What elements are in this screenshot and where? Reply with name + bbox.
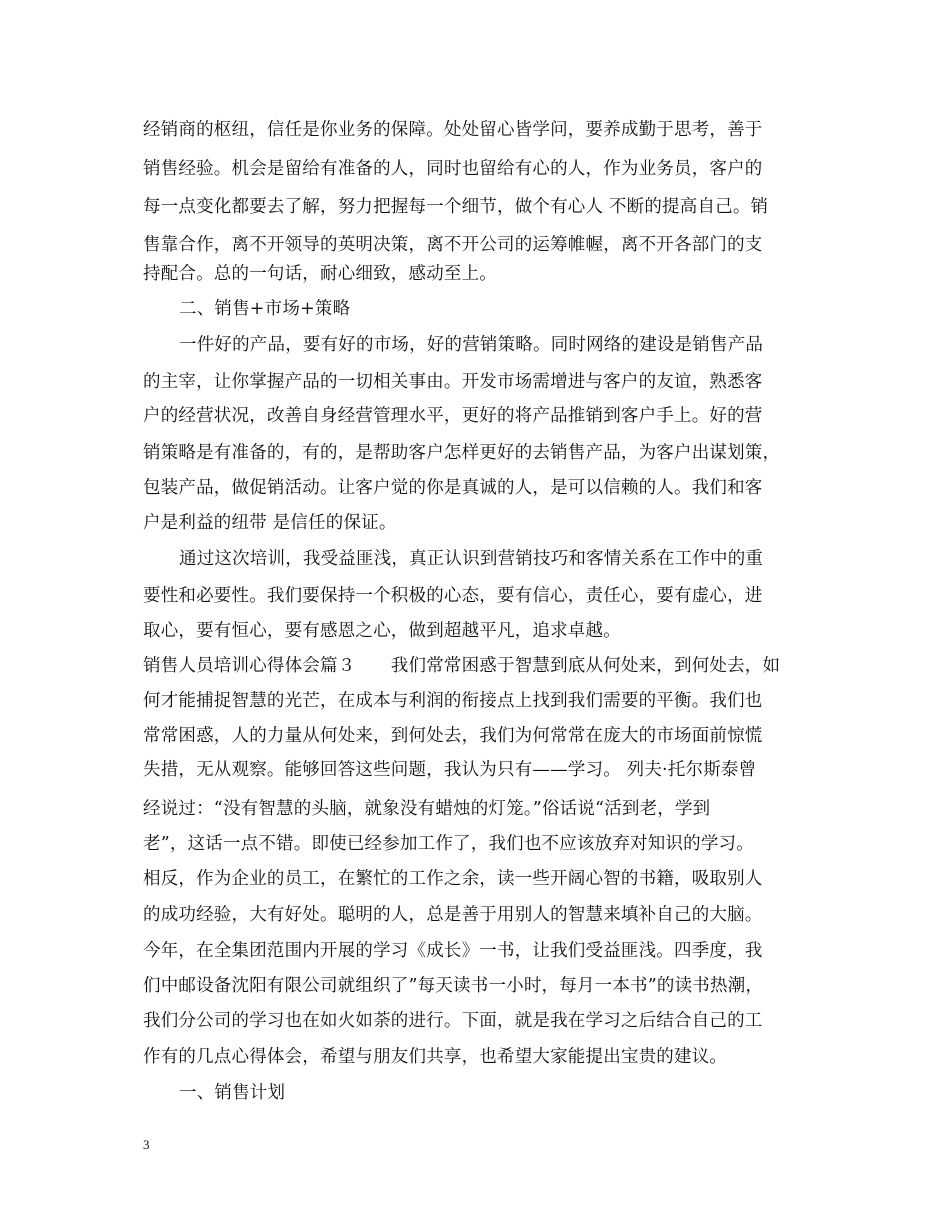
text-line: 一件好的产品，要有好的市场，好的营销策略。同时网络的建设是销售产品 <box>179 335 764 355</box>
text-line: 经销商的枢纽，信任是你业务的保障。处处留心皆学问，要养成勤于思考，善于 <box>143 120 763 140</box>
section-heading: 二、销售+市场+策略 <box>179 299 351 319</box>
text-line: 经说过：“没有智慧的头脑，就象没有蜡烛的灯笼。”俗话说“活到老，学到 <box>143 799 711 819</box>
text-line: 户的经营状况，改善自身经营管理水平，更好的将产品推销到客户手上。好的营 <box>143 406 763 426</box>
article-heading-line: 销售人员培训心得体会篇３ 我们常常困惑于智慧到底从何处来，到何处去，如 <box>143 656 781 676</box>
text-line: 我们分公司的学习也在如火如荼的进行。下面，就是我在学习之后结合自己的工 <box>143 1011 763 1031</box>
text-line: 的主宰，让你掌握产品的一切相关事由。开发市场需增进与客户的友谊，熟悉客 <box>143 372 763 392</box>
section-heading: 一、销售计划 <box>179 1083 286 1103</box>
text-line: 售靠合作，离不开领导的英明决策，离不开公司的运筹帷幄，离不开各部门的支 <box>143 235 763 255</box>
page-number: 3 <box>143 1137 150 1152</box>
text-line: 户是利益的纽带 是信任的保证。 <box>143 513 397 533</box>
text-line: 通过这次培训，我受益匪浅，真正认识到营销技巧和客情关系在工作中的重 <box>179 549 764 569</box>
text-line: 要性和必要性。我们要保持一个积极的心态，要有信心，责任心，要有虚心，进 <box>143 586 763 606</box>
text-line: 常常困惑，人的力量从何处来，到何处去，我们为何常常在庞大的市场面前惊慌 <box>143 726 763 746</box>
text-line: 失措，无从观察。能够回答这些问题，我认为只有——学习。 列夫·托尔斯泰曾 <box>143 760 757 780</box>
text-line: 相反，作为企业的员工，在繁忙的工作之余，读一些开阔心智的书籍，吸取别人 <box>143 869 763 889</box>
text-line: 作有的几点心得体会，希望与朋友们共享，也希望大家能提出宝贵的建议。 <box>143 1047 728 1067</box>
text-line: 每一点变化都要去了解，努力把握每一个细节，做个有心人 不断的提高自己。销 <box>143 197 769 217</box>
text-line: 今年，在全集团范围内开展的学习《成长》一书，让我们受益匪浅。四季度，我 <box>143 941 763 961</box>
text-line: 持配合。总的一句话，耐心细致，感动至上。 <box>143 264 497 284</box>
text-line: 包装产品，做促销活动。让客户觉的你是真诚的人，是可以信赖的人。我们和客 <box>143 478 763 498</box>
text-line: 何才能捕捉智慧的光芒，在成本与利润的衔接点上找到我们需要的平衡。我们也 <box>143 691 763 711</box>
text-line: 销售经验。机会是留给有准备的人，同时也留给有心的人，作为业务员，客户的 <box>143 159 763 179</box>
text-line: 销策略是有准备的，有的，是帮助客户怎样更好的去销售产品，为客户出谋划策， <box>143 443 781 463</box>
text-line: 们中邮设备沈阳有限公司就组织了”每天读书一小时，每月一本书”的读书热潮， <box>143 976 764 996</box>
text-line: 取心，要有恒心，要有感恩之心，做到超越平凡，追求卓越。 <box>143 621 621 641</box>
text-line: 老”，这话一点不错。即使已经参加工作了，我们也不应该放弃对知识的学习。 <box>143 834 754 854</box>
text-line: 的成功经验，大有好处。聪明的人，总是善于用别人的智慧来填补自己的大脑。 <box>143 905 763 925</box>
